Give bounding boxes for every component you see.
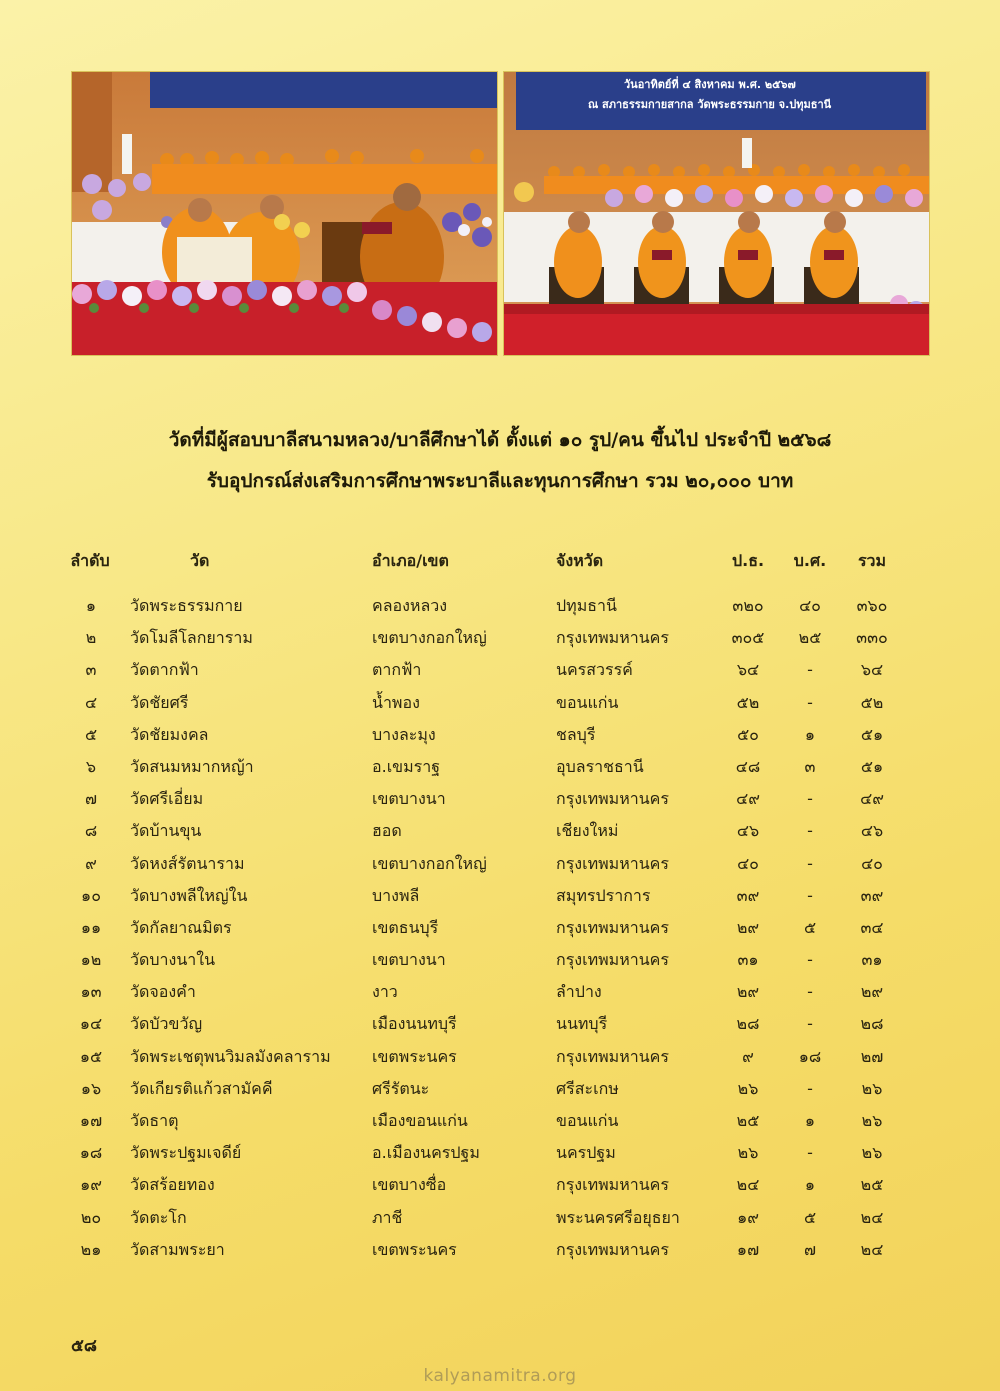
table-cell-district: เมืองขอนแก่น	[372, 1111, 468, 1130]
table-cell-temple: วัดจองคำ	[130, 982, 196, 1002]
table-row	[0, 687, 1000, 719]
table-cell-district: เขตบางกอกใหญ่	[372, 853, 487, 873]
table-cell-no: ๘	[84, 821, 98, 841]
table-cell-temple: วัดชัยศรี	[130, 692, 189, 712]
table-cell-bs: ๑	[804, 1111, 816, 1130]
table-cell-province: กรุงเทพมหานคร	[556, 917, 669, 937]
table-cell-pt: ๒๕	[736, 1111, 760, 1130]
table-cell-pt: ๒๙	[736, 982, 760, 1002]
table-cell-bs: -	[807, 1143, 813, 1163]
table-cell-province: ขอนแก่น	[556, 1111, 619, 1130]
table-cell-temple: วัดกัลยาณมิตร	[130, 917, 232, 937]
table-cell-district: ศรีรัตนะ	[372, 1078, 430, 1098]
table-cell-district: อ.เมืองนครปฐม	[372, 1143, 480, 1163]
table-cell-no: ๑	[85, 596, 97, 615]
table-cell-temple: วัดหงส์รัตนาราม	[130, 853, 245, 873]
section-heading-line2: รับอุปกรณ์ส่งเสริมการศึกษาพระบาลีและทุนการศึกษา รวม ๒๐,๐๐๐ บาท	[206, 470, 794, 492]
table-row	[0, 751, 1000, 783]
table-cell-district: บางพลี	[372, 885, 420, 905]
table-cell-no: ๒	[85, 628, 97, 648]
column-header-bs: บ.ศ.	[793, 551, 827, 570]
table-cell-total: ๕๑	[860, 724, 884, 744]
table-cell-bs: -	[807, 789, 813, 809]
column-header-district: อำเภอ/เขต	[372, 551, 449, 570]
table-header-row	[0, 546, 1000, 590]
table-cell-total: ๔๖	[860, 821, 884, 841]
table-cell-no: ๑๗	[79, 1111, 103, 1130]
table-cell-bs: ๑	[804, 724, 816, 744]
table-cell-bs: ๑	[804, 1175, 816, 1195]
column-header-no: ลำดับ	[70, 551, 110, 570]
table-row	[0, 1137, 1000, 1169]
table-cell-total: ๒๗	[860, 1046, 884, 1066]
table-cell-total: ๔๙	[860, 789, 884, 809]
event-banner-venue: ณ สภาธรรมกายสากล วัดพระธรรมกาย จ.ปทุมธานี	[588, 98, 832, 111]
table-cell-district: อ.เขมราฐ	[372, 756, 441, 776]
table-cell-province: กรุงเทพมหานคร	[556, 1239, 669, 1259]
table-cell-no: ๑๐	[81, 885, 101, 905]
table-row	[0, 1234, 1000, 1266]
table-cell-province: ศรีสะเกษ	[556, 1078, 619, 1098]
event-banner-date: วันอาทิตย์ที่ ๔ สิงหาคม พ.ศ. ๒๕๖๗	[624, 78, 796, 91]
ceremony-photo-left	[71, 71, 498, 356]
table-cell-district: งาว	[372, 982, 398, 1002]
table-cell-pt: ๔๘	[735, 756, 761, 776]
table-cell-bs: ๒๕	[798, 628, 822, 648]
table-cell-pt: ๒๔	[736, 1175, 760, 1195]
temple-results-table	[0, 546, 1000, 1266]
table-cell-temple: วัดศรีเอี่ยม	[130, 789, 204, 809]
table-cell-total: ๖๔	[860, 660, 884, 680]
table-cell-district: เขตพระนคร	[372, 1046, 457, 1066]
table-row	[0, 1073, 1000, 1105]
table-cell-no: ๑๙	[80, 1175, 102, 1195]
table-cell-province: อุบลราชธานี	[556, 756, 644, 776]
table-cell-pt: ๑๗	[736, 1239, 760, 1259]
table-cell-province: นครสวรรค์	[556, 660, 633, 680]
table-body	[0, 590, 1000, 1266]
table-cell-no: ๑๔	[79, 1014, 103, 1034]
table-row	[0, 1169, 1000, 1201]
table-cell-temple: วัดสามพระยา	[130, 1239, 225, 1259]
table-row	[0, 1041, 1000, 1073]
table-cell-no: ๔	[84, 692, 98, 712]
table-cell-province: กรุงเทพมหานคร	[556, 1175, 669, 1195]
table-cell-total: ๒๖	[861, 1143, 883, 1163]
table-cell-pt: ๔๙	[736, 789, 760, 809]
table-cell-temple: วัดสนมหมากหญ้า	[130, 756, 254, 776]
table-cell-no: ๑๕	[79, 1046, 103, 1066]
table-cell-province: กรุงเทพมหานคร	[556, 950, 669, 970]
table-cell-bs: ๔๐	[799, 596, 821, 615]
table-cell-province: พระนครศรีอยุธยา	[556, 1207, 680, 1227]
table-cell-district: คลองหลวง	[372, 596, 448, 615]
table-cell-district: เขตพระนคร	[372, 1239, 457, 1259]
table-cell-total: ๒๘	[860, 1014, 884, 1034]
table-cell-pt: ๑๙	[737, 1207, 759, 1227]
table-cell-district: ภาชี	[372, 1207, 403, 1227]
table-cell-province: กรุงเทพมหานคร	[556, 1046, 669, 1066]
table-cell-bs: ๑๘	[798, 1046, 822, 1066]
table-cell-total: ๒๖	[861, 1111, 883, 1130]
table-cell-total: ๒๙	[860, 982, 884, 1002]
table-cell-district: บางละมุง	[372, 724, 436, 744]
table-cell-district: เขตบางกอกใหญ่	[372, 628, 487, 648]
table-cell-pt: ๒๖	[737, 1143, 759, 1163]
table-cell-total: ๕๑	[860, 756, 884, 776]
page-number: ๕๘	[71, 1336, 97, 1356]
table-cell-pt: ๒๖	[737, 1078, 759, 1098]
table-cell-no: ๑๓	[80, 982, 102, 1002]
table-cell-temple: วัดชัยมงคล	[130, 724, 209, 744]
table-cell-bs: -	[807, 982, 813, 1002]
table-cell-pt: ๔๐	[737, 853, 759, 873]
table-cell-pt: ๖๔	[736, 660, 760, 680]
table-cell-pt: ๔๖	[736, 821, 760, 841]
table-cell-pt: ๓๐๕	[731, 628, 765, 648]
table-cell-no: ๓	[85, 660, 97, 680]
table-cell-province: กรุงเทพมหานคร	[556, 853, 669, 873]
table-row	[0, 912, 1000, 944]
table-cell-no: ๕	[84, 724, 98, 744]
table-row	[0, 944, 1000, 976]
table-cell-total: ๓๑	[861, 950, 883, 970]
table-row	[0, 976, 1000, 1008]
table-cell-total: ๓๓๐	[856, 628, 888, 648]
table-cell-pt: ๙	[742, 1046, 754, 1066]
table-row	[0, 848, 1000, 880]
table-cell-district: เมืองนนทบุรี	[372, 1014, 457, 1034]
table-row	[0, 1105, 1000, 1137]
column-header-total: รวม	[857, 551, 887, 570]
table-cell-province: สมุทรปราการ	[556, 885, 651, 905]
table-row	[0, 880, 1000, 912]
table-cell-temple: วัดพระธรรมกาย	[130, 596, 243, 615]
table-cell-no: ๑๑	[80, 917, 102, 937]
table-cell-temple: วัดตากฟ้า	[130, 660, 199, 680]
table-cell-total: ๔๐	[861, 853, 883, 873]
table-cell-total: ๒๕	[860, 1175, 884, 1195]
table-cell-district: ตากฟ้า	[372, 660, 422, 680]
table-cell-pt: ๒๙	[736, 917, 760, 937]
table-cell-temple: วัดบัวขวัญ	[130, 1014, 203, 1034]
table-cell-province: กรุงเทพมหานคร	[556, 789, 669, 809]
table-cell-district: ฮอด	[372, 821, 402, 841]
table-cell-temple: วัดตะโก	[130, 1207, 187, 1227]
table-cell-province: นนทบุรี	[556, 1014, 608, 1034]
table-cell-bs: ๕	[803, 917, 817, 937]
table-cell-temple: วัดพระเชตุพนวิมลมังคลาราม	[130, 1046, 331, 1066]
ceremony-photo-right	[503, 71, 930, 356]
table-cell-temple: วัดบางพลีใหญ่ใน	[130, 885, 248, 905]
table-row	[0, 719, 1000, 751]
table-cell-no: ๖	[85, 756, 97, 776]
table-cell-bs: -	[807, 885, 813, 905]
table-cell-pt: ๒๘	[736, 1014, 760, 1034]
ceremony-photo-left-image	[72, 72, 497, 355]
column-header-pt: ป.ธ.	[731, 551, 765, 570]
table-cell-province: นครปฐม	[556, 1143, 616, 1163]
table-cell-total: ๓๙	[860, 885, 884, 905]
table-cell-total: ๓๖๐	[856, 596, 888, 615]
table-cell-temple: วัดบ้านขุน	[130, 821, 202, 841]
table-cell-temple: วัดบางนาใน	[130, 950, 215, 970]
table-cell-temple: วัดสร้อยทอง	[130, 1175, 215, 1195]
table-cell-province: เชียงใหม่	[556, 821, 619, 841]
table-cell-pt: ๕๒	[736, 692, 760, 712]
table-cell-pt: ๓๒๐	[732, 596, 764, 615]
table-cell-temple: วัดโมลีโลกยาราม	[130, 628, 253, 648]
table-cell-no: ๒๐	[80, 1207, 102, 1227]
table-cell-temple: วัดธาตุ	[130, 1111, 179, 1130]
watermark: kalyanamitra.org	[423, 1366, 577, 1386]
table-cell-pt: ๓๙	[736, 885, 760, 905]
column-header-temple: วัด	[190, 551, 210, 570]
table-cell-bs: -	[807, 853, 813, 873]
table-cell-bs: -	[807, 1078, 813, 1098]
table-cell-bs: ๗	[803, 1239, 817, 1259]
table-cell-no: ๑๘	[79, 1143, 103, 1163]
table-cell-province: ลำปาง	[556, 982, 602, 1002]
table-cell-district: เขตบางซื่อ	[372, 1175, 447, 1195]
table-cell-bs: ๓	[804, 756, 816, 776]
table-cell-no: ๑๖	[80, 1078, 102, 1098]
table-cell-temple: วัดพระปฐมเจดีย์	[130, 1143, 242, 1163]
table-row	[0, 815, 1000, 847]
column-header-province: จังหวัด	[556, 551, 604, 570]
table-cell-bs: ๕	[803, 1207, 817, 1227]
table-row	[0, 1008, 1000, 1040]
table-cell-bs: -	[807, 660, 813, 680]
table-cell-bs: -	[807, 950, 813, 970]
table-cell-district: เขตบางนา	[372, 789, 446, 809]
table-cell-temple: วัดเกียรติแก้วสามัคคี	[130, 1078, 273, 1098]
table-cell-no: ๗	[84, 789, 98, 809]
table-cell-pt: ๕๐	[737, 724, 759, 744]
table-cell-no: ๙	[85, 853, 97, 873]
table-cell-pt: ๓๑	[737, 950, 759, 970]
table-cell-no: ๒๑	[80, 1239, 102, 1259]
table-row	[0, 654, 1000, 686]
table-cell-district: เขตบางนา	[372, 950, 446, 970]
table-cell-province: กรุงเทพมหานคร	[556, 628, 669, 648]
table-cell-bs: -	[807, 692, 813, 712]
table-cell-total: ๒๖	[861, 1078, 883, 1098]
table-row	[0, 590, 1000, 622]
table-cell-bs: -	[807, 821, 813, 841]
table-cell-total: ๕๒	[860, 692, 884, 712]
table-cell-bs: -	[807, 1014, 813, 1034]
ceremony-photo-right-image	[504, 72, 929, 355]
table-row	[0, 622, 1000, 654]
table-cell-no: ๑๒	[80, 950, 102, 970]
section-heading-line1: วัดที่มีผู้สอบบาลีสนามหลวง/บาลีศึกษาได้ ตั้งแต่ ๑๐ รูป/คน ขึ้นไป ประจำปี ๒๕๖๘	[168, 429, 832, 451]
table-cell-total: ๓๔	[860, 917, 884, 937]
table-cell-district: น้ำพอง	[372, 692, 420, 712]
table-row	[0, 1202, 1000, 1234]
table-cell-total: ๒๔	[860, 1207, 884, 1227]
table-cell-province: ขอนแก่น	[556, 692, 619, 712]
table-cell-province: ชลบุรี	[556, 724, 596, 744]
table-cell-district: เขตธนบุรี	[372, 917, 439, 937]
table-cell-province: ปทุมธานี	[556, 596, 617, 615]
table-cell-total: ๒๔	[860, 1239, 884, 1259]
table-row	[0, 783, 1000, 815]
